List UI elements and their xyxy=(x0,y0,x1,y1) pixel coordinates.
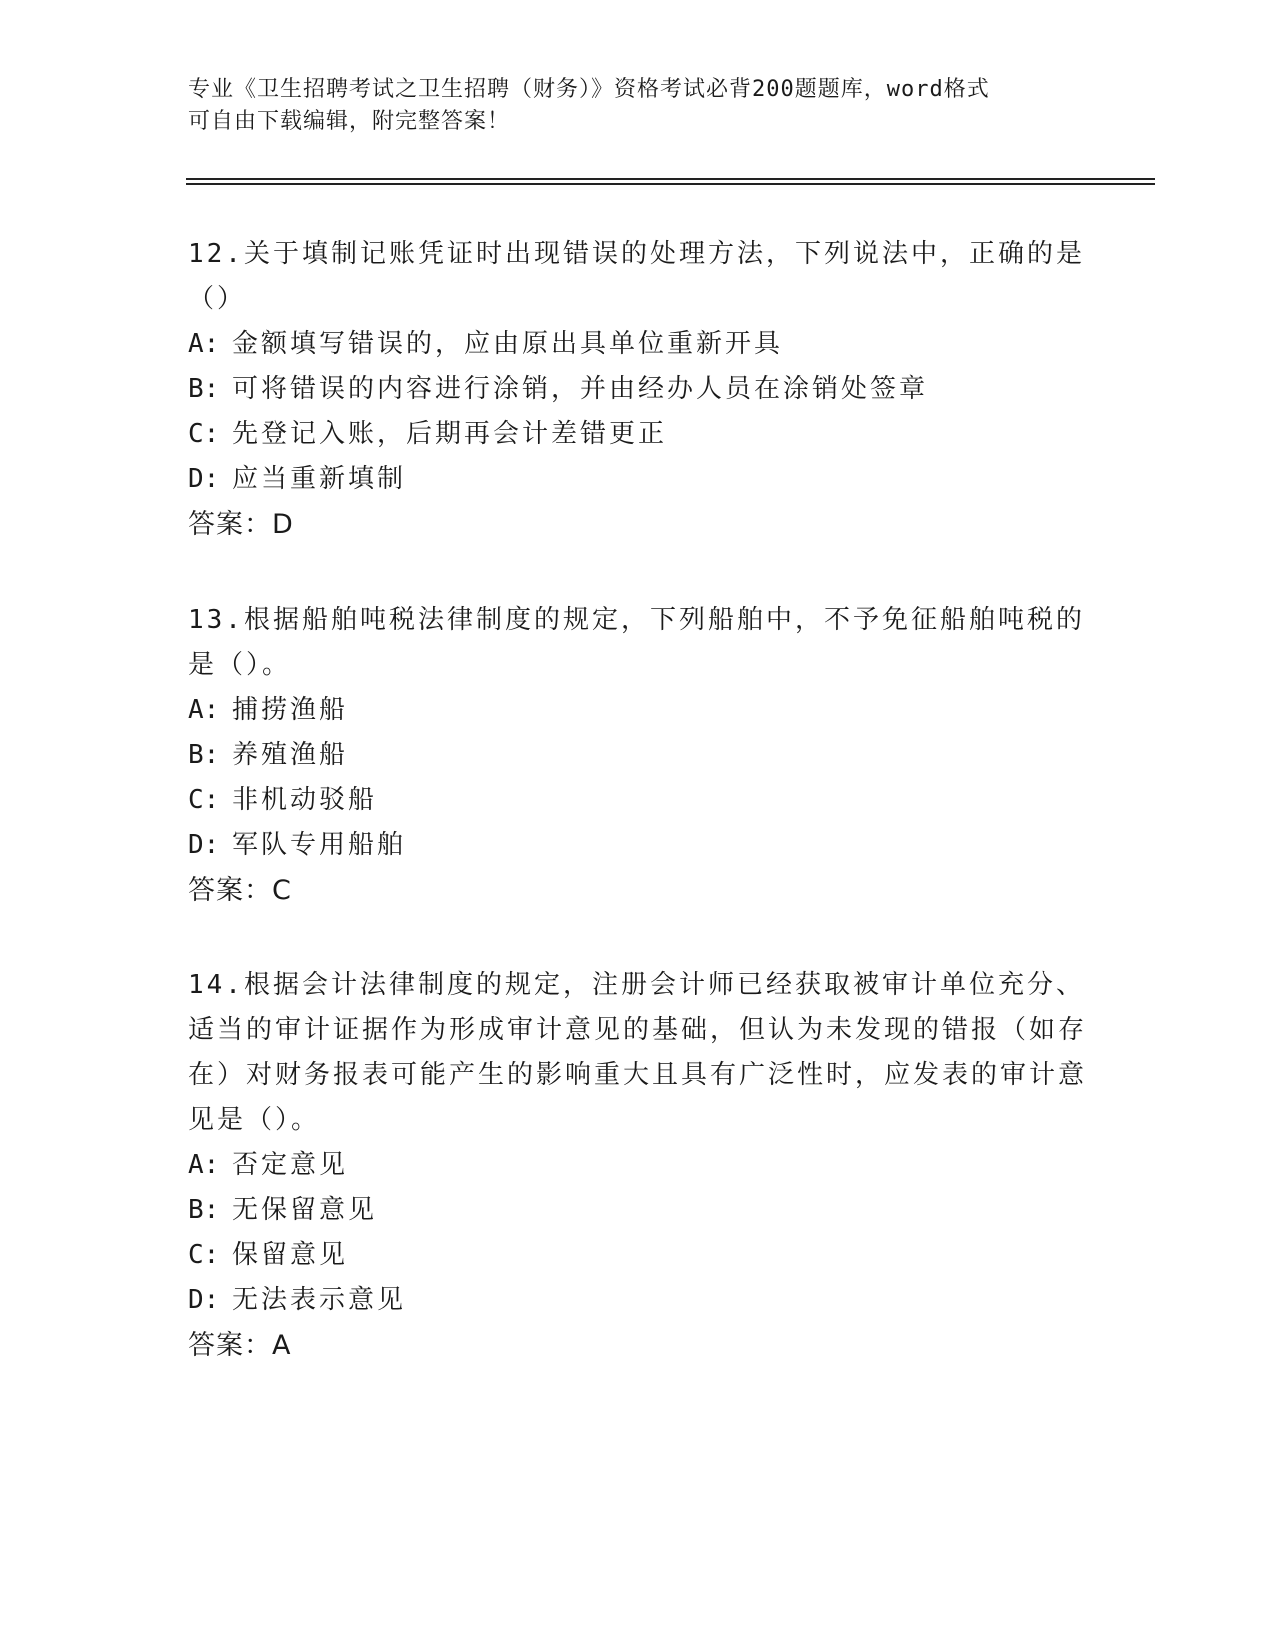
option-c xyxy=(188,1233,1088,1278)
option-letter: C: xyxy=(188,785,220,815)
question-14 xyxy=(188,963,1088,1368)
option-text: 无保留意见 xyxy=(232,1195,378,1225)
question-stem: 13.根据船舶吨税法律制度的规定，下列船舶中，不予免征船舶吨税的是（）。 xyxy=(188,605,1085,680)
option-letter: C: xyxy=(188,419,220,449)
answer-line: 答案：A xyxy=(188,1330,292,1361)
question-12 xyxy=(188,232,1088,547)
document-header xyxy=(188,74,1088,138)
option-letter: D: xyxy=(188,1285,220,1315)
question-13 xyxy=(188,598,1088,913)
option-text: 可将错误的内容进行涂销，并由经办人员在涂销处签章 xyxy=(232,374,929,404)
option-letter: A: xyxy=(188,329,220,359)
header-title-line-1: 专业《卫生招聘考试之卫生招聘（财务）》资格考试必背200题题库，word格式 xyxy=(188,77,990,102)
option-a xyxy=(188,1143,1088,1188)
option-text: 捕捞渔船 xyxy=(232,695,349,725)
option-d xyxy=(188,823,1088,868)
option-c xyxy=(188,778,1088,823)
header-divider-bottom xyxy=(186,183,1155,185)
option-c xyxy=(188,412,1088,457)
option-text: 军队专用船舶 xyxy=(232,830,407,860)
option-letter: B: xyxy=(188,374,220,404)
answer-line: 答案：C xyxy=(188,875,292,906)
option-letter: D: xyxy=(188,464,220,494)
option-text: 金额填写错误的，应由原出具单位重新开具 xyxy=(232,329,784,359)
option-text: 无法表示意见 xyxy=(232,1285,407,1315)
header-divider-top xyxy=(186,178,1155,180)
option-d xyxy=(188,1278,1088,1323)
option-letter: D: xyxy=(188,830,220,860)
option-a xyxy=(188,322,1088,367)
option-letter: B: xyxy=(188,740,220,770)
option-letter: A: xyxy=(188,1150,220,1180)
option-d xyxy=(188,457,1088,502)
option-letter: B: xyxy=(188,1195,220,1225)
option-text: 养殖渔船 xyxy=(232,740,349,770)
question-stem: 12.关于填制记账凭证时出现错误的处理方法，下列说法中，正确的是（） xyxy=(188,239,1085,314)
question-stem: 14.根据会计法律制度的规定，注册会计师已经获取被审计单位充分、适当的审计证据作为形成审计意见的基础，但认为未发现的错报（如存在）对财务报表可能产生的影响重大且具有广泛性时，应发表的审计意见是（）。 xyxy=(188,970,1088,1135)
option-text: 保留意见 xyxy=(232,1240,349,1270)
option-b xyxy=(188,367,1088,412)
option-b xyxy=(188,1188,1088,1233)
option-letter: A: xyxy=(188,695,220,725)
option-text: 应当重新填制 xyxy=(232,464,407,494)
header-title-line-2: 可自由下载编辑，附完整答案！ xyxy=(188,109,511,134)
option-text: 否定意见 xyxy=(232,1150,349,1180)
option-a xyxy=(188,688,1088,733)
option-text: 非机动驳船 xyxy=(232,785,378,815)
option-b xyxy=(188,733,1088,778)
answer-line: 答案：D xyxy=(188,509,294,540)
option-letter: C: xyxy=(188,1240,220,1270)
option-text: 先登记入账，后期再会计差错更正 xyxy=(232,419,668,449)
